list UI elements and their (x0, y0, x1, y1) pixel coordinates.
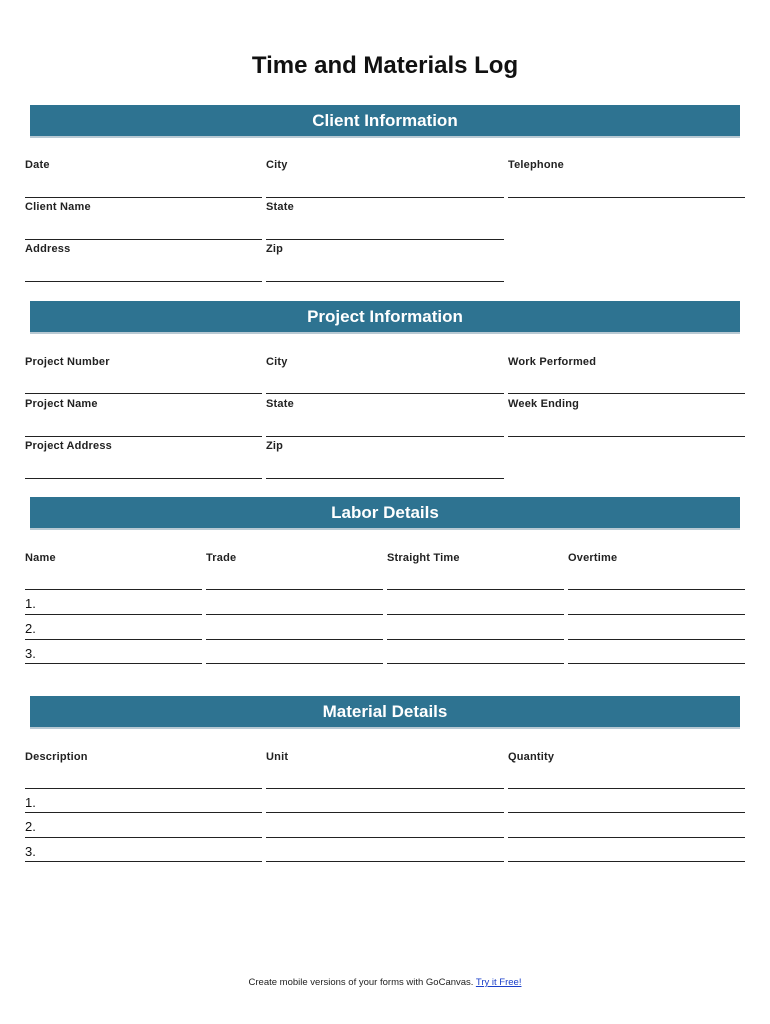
material-row-number: 2. (25, 819, 36, 834)
label-project-state: State (266, 398, 294, 410)
project-information-header: Project Information (30, 301, 740, 334)
date-field[interactable] (25, 197, 262, 198)
column-description: Description (25, 751, 88, 763)
zip-field[interactable] (266, 281, 504, 282)
labor-row-3-trade[interactable] (206, 663, 383, 664)
labor-row-3-straight-time[interactable] (387, 663, 564, 664)
labor-row-1-trade[interactable] (206, 614, 383, 615)
column-overtime: Overtime (568, 552, 618, 564)
label-telephone: Telephone (508, 159, 564, 171)
document-title: Time and Materials Log (251, 52, 519, 79)
label-address: Address (25, 243, 71, 255)
label-city: City (266, 159, 288, 171)
material-row-2-unit[interactable] (266, 837, 504, 838)
labor-row-1-overtime[interactable] (568, 614, 745, 615)
labor-row-number: 3. (25, 646, 36, 661)
labor-details-header: Labor Details (30, 497, 740, 530)
label-project-zip: Zip (266, 440, 284, 452)
label-week-ending: Week Ending (508, 398, 580, 410)
label-project-number: Project Number (25, 356, 110, 368)
labor-row-3-overtime[interactable] (568, 663, 745, 664)
labor-header-line (568, 589, 745, 590)
column-trade: Trade (206, 552, 237, 564)
project-name-field[interactable] (25, 436, 262, 437)
labor-header-line (206, 589, 383, 590)
material-row-number: 1. (25, 795, 36, 810)
material-row-1-quantity[interactable] (508, 812, 745, 813)
label-work-performed: Work Performed (508, 356, 597, 368)
labor-row-2-overtime[interactable] (568, 639, 745, 640)
label-project-name: Project Name (25, 398, 98, 410)
state-field[interactable] (266, 239, 504, 240)
labor-row-1-straight-time[interactable] (387, 614, 564, 615)
labor-row-number: 1. (25, 596, 36, 611)
labor-row-number: 2. (25, 621, 36, 636)
client-information-header: Client Information (30, 105, 740, 138)
labor-row-2-straight-time[interactable] (387, 639, 564, 640)
try-it-free-link[interactable]: Try it Free! (475, 977, 522, 988)
material-row-number: 3. (25, 844, 36, 859)
address-field[interactable] (25, 281, 262, 282)
material-header-line (266, 788, 504, 789)
label-project-address: Project Address (25, 440, 112, 452)
labor-row-2-trade[interactable] (206, 639, 383, 640)
material-header-line (508, 788, 745, 789)
column-quantity: Quantity (508, 751, 555, 763)
material-details-header: Material Details (30, 696, 740, 729)
material-row-3-unit[interactable] (266, 861, 504, 862)
label-zip: Zip (266, 243, 284, 255)
material-row-1-unit[interactable] (266, 812, 504, 813)
footer-text: Create mobile versions of your forms with GoCanvas. (248, 977, 474, 988)
work-performed-field[interactable] (508, 393, 745, 394)
footer (0, 977, 770, 988)
client-name-field[interactable] (25, 239, 262, 240)
project-zip-field[interactable] (266, 478, 504, 479)
project-address-field[interactable] (25, 478, 262, 479)
material-row-2-description[interactable] (25, 837, 262, 838)
column-straight-time: Straight Time (387, 552, 460, 564)
column-name: Name (25, 552, 56, 564)
label-client-name: Client Name (25, 201, 91, 213)
label-project-city: City (266, 356, 288, 368)
label-state: State (266, 201, 294, 213)
column-unit: Unit (266, 751, 289, 763)
project-number-field[interactable] (25, 393, 262, 394)
labor-header-line (25, 589, 202, 590)
label-date: Date (25, 159, 50, 171)
material-row-3-quantity[interactable] (508, 861, 745, 862)
material-row-1-description[interactable] (25, 812, 262, 813)
project-state-field[interactable] (266, 436, 504, 437)
material-row-2-quantity[interactable] (508, 837, 745, 838)
labor-row-1-name[interactable] (25, 614, 202, 615)
project-city-field[interactable] (266, 393, 504, 394)
city-field[interactable] (266, 197, 504, 198)
labor-header-line (387, 589, 564, 590)
labor-row-2-name[interactable] (25, 639, 202, 640)
labor-row-3-name[interactable] (25, 663, 202, 664)
material-header-line (25, 788, 262, 789)
week-ending-field[interactable] (508, 436, 745, 437)
telephone-field[interactable] (508, 197, 745, 198)
material-row-3-description[interactable] (25, 861, 262, 862)
